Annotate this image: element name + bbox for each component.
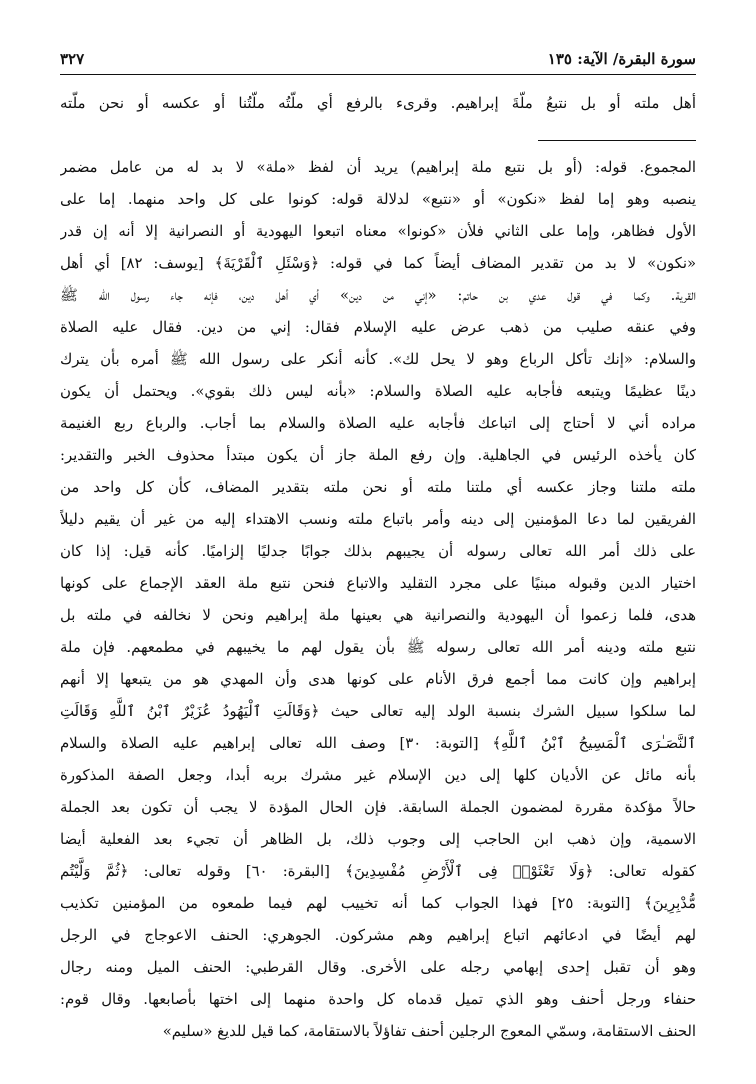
main-text-line: أهل ملته أو بل نتبعُ ملّةَ إبراهيم. وقرىء بالرفع أي ملّتُه ملّتُنا أو عكسه أو نحن ملّته <box>60 94 696 112</box>
commentary-line: هدى، فلما زعموا أن اليهودية والنصرانية هي بعينها ملة إبراهيم ونحن لا نخالفه في ملته بل <box>60 607 696 624</box>
commentary-line: على ذلك أمر الله تعالى رسوله أن يجيبهم بذلك جوابًا جدليًا إلزاميًا. كأنه قيل: إذا كان <box>60 543 696 560</box>
commentary-line: الحنف الاستقامة، وسمّي المعوج الرجلين أحنف تفاؤلاً بالاستقامة، كما قيل للديغ «سليم» <box>162 1023 696 1040</box>
commentary-block <box>60 152 696 1048</box>
sura-verse-title: سورة البقرة/ الآية: ١٣٥ <box>547 50 696 68</box>
commentary-line: وفي عنقه صليب من ذهب عرض عليه الإسلام فقال: إني من دين. فقال عليه الصلاة <box>60 319 696 336</box>
commentary-line: لهم أيضًا في ادعائهم اتباع إبراهيم وهم مشركون. الجوهري: الحنف الاعوجاج في الرجل <box>60 927 696 944</box>
commentary-line: حالاً مؤكدة مقررة لمضمون الجملة السابقة. فإن الحال المؤدة لا يجب أن تكون بعد الجملة <box>60 799 696 816</box>
commentary-line: اختيار الدين وقبوله مبنيًا على مجرد التقليد والاتباع فنحن نتبع ملة العقد الإجماع على كونها <box>60 575 696 592</box>
commentary-line: الفريقين لما دعا المؤمنين إلى دينه وأمر باتباع ملته ونسب الاهتداء إليه من غير أن يقيم دليلاً <box>60 511 696 528</box>
commentary-line: مُّدْبِرِينَ﴾ [التوبة: ٢٥] فهذا الجواب كما أنه تخييب لهم فيما طمعوه من المؤمنين تكذيب <box>60 895 696 912</box>
commentary-line: بأنه مائل عن الأديان كلها إلى دين الإسلام غير مشرك بربه أبدا، وجعل الصفة المذكورة <box>60 767 696 784</box>
commentary-line: كقوله تعالى: ﴿وَلَا تَعْثَوْا۟ فِى ٱلْأَرْضِ مُفْسِدِينَ﴾ [البقرة: ٦٠] وقوله تعالى: ﴿ثُمَّ وَلَّيْتُم <box>60 863 696 880</box>
footnote-separator <box>538 140 696 141</box>
commentary-line: دينًا عظيمًا ويتبعه فأجابه عليه الصلاة والسلام: «بأنه ليس ذلك بقوي». ويحتمل أن يكون <box>60 383 696 400</box>
commentary-line: مراده أني لا أحتاج إلى اتباعك فأجابه عليه الصلاة والسلام بما أجاب. والرباع ربع الغنيمة <box>60 415 696 432</box>
page-header <box>60 42 696 75</box>
page-number: ٣٢٧ <box>60 50 85 68</box>
commentary-line: نتبع ملته ودينه أمر الله تعالى رسوله ﷺ بأن يقول لهم ما يخيبهم في مطمعهم. فإن ملة <box>60 639 696 656</box>
commentary-line: الأول فظاهر، وإما على الثاني فلأن «كونوا» معناه اتبعوا اليهودية أو النصرانية إلا أنه إن قدر <box>60 223 696 240</box>
commentary-line: الاسمية، وإن ذهب ابن الحاجب إلى وجوب ذلك، بل الظاهر أن تجيء بعد الفعلية أيضا <box>60 831 696 848</box>
commentary-line: لما سلكوا سبيل الشرك بنسبة الولد إليه تعالى حيث ﴿وَقَالَتِ ٱلْيَهُودُ عُزَيْرٌ ٱبْنُ ٱللَّهِ وَقَالَتِ <box>60 703 696 720</box>
commentary-line: «نكون» لا بد من تقدير المضاف أيضاً كما في قوله: ﴿وَسْئَلِ ٱلْقَرْيَةَ﴾ [يوسف: ٨٢] أي أهل <box>60 255 696 272</box>
commentary-line: وهو أن تقبل إحدى إبهامي رجله على الأخرى. وقال القرطبي: الحنف الميل ومنه رجال <box>60 959 696 976</box>
commentary-line: القرية. وكما في قول عدي بن حاتم: «إني من دين» أي أهل دين، فإنه جاء رسول الله ﷺ <box>60 287 696 304</box>
commentary-line: ٱلنَّصَـٰرَى ٱلْمَسِيحُ ٱبْنُ ٱللَّهِ﴾ [التوبة: ٣٠] وصف الله تعالى إبراهيم عليه الصلاة والسلام <box>60 735 696 752</box>
commentary-line: ملته ملتنا وجاز عكسه أي ملتنا ملته أو نحن ملته بتقدير المضاف، كأن كل واحد من <box>60 479 696 496</box>
commentary-line: كان يأخذه الرئيس في الجاهلية. وإن رفع الملة جاز أن يكون مبتدأ محذوف الخبر والتقدير: <box>60 447 696 464</box>
commentary-line: إبراهيم وإن كانت مما أجمع فرق الأنام على كونها هدى وأن المهدي هو من يتبعها إلا أنهم <box>60 671 696 688</box>
commentary-line: ينصبه وهو إما لفظ «نكون» أو «نتبع» لدلالة قوله: كونوا على كل واحد منهما. إما على <box>60 191 696 208</box>
commentary-line: حنفاء ورجل أحنف وهو الذي تميل قدماه كل واحدة منهما إلى اختها بأصابعها. وقال قوم: <box>60 991 696 1008</box>
commentary-line: والسلام: «إنك تأكل الرباع وهو لا يحل لك». كأنه أنكر على رسول الله ﷺ أمره بأن يترك <box>60 351 696 368</box>
commentary-line: المجموع. قوله: (أو بل نتبع ملة إبراهيم) يريد أن لفظ «ملة» لا بد له من عامل مضمر <box>60 159 696 176</box>
